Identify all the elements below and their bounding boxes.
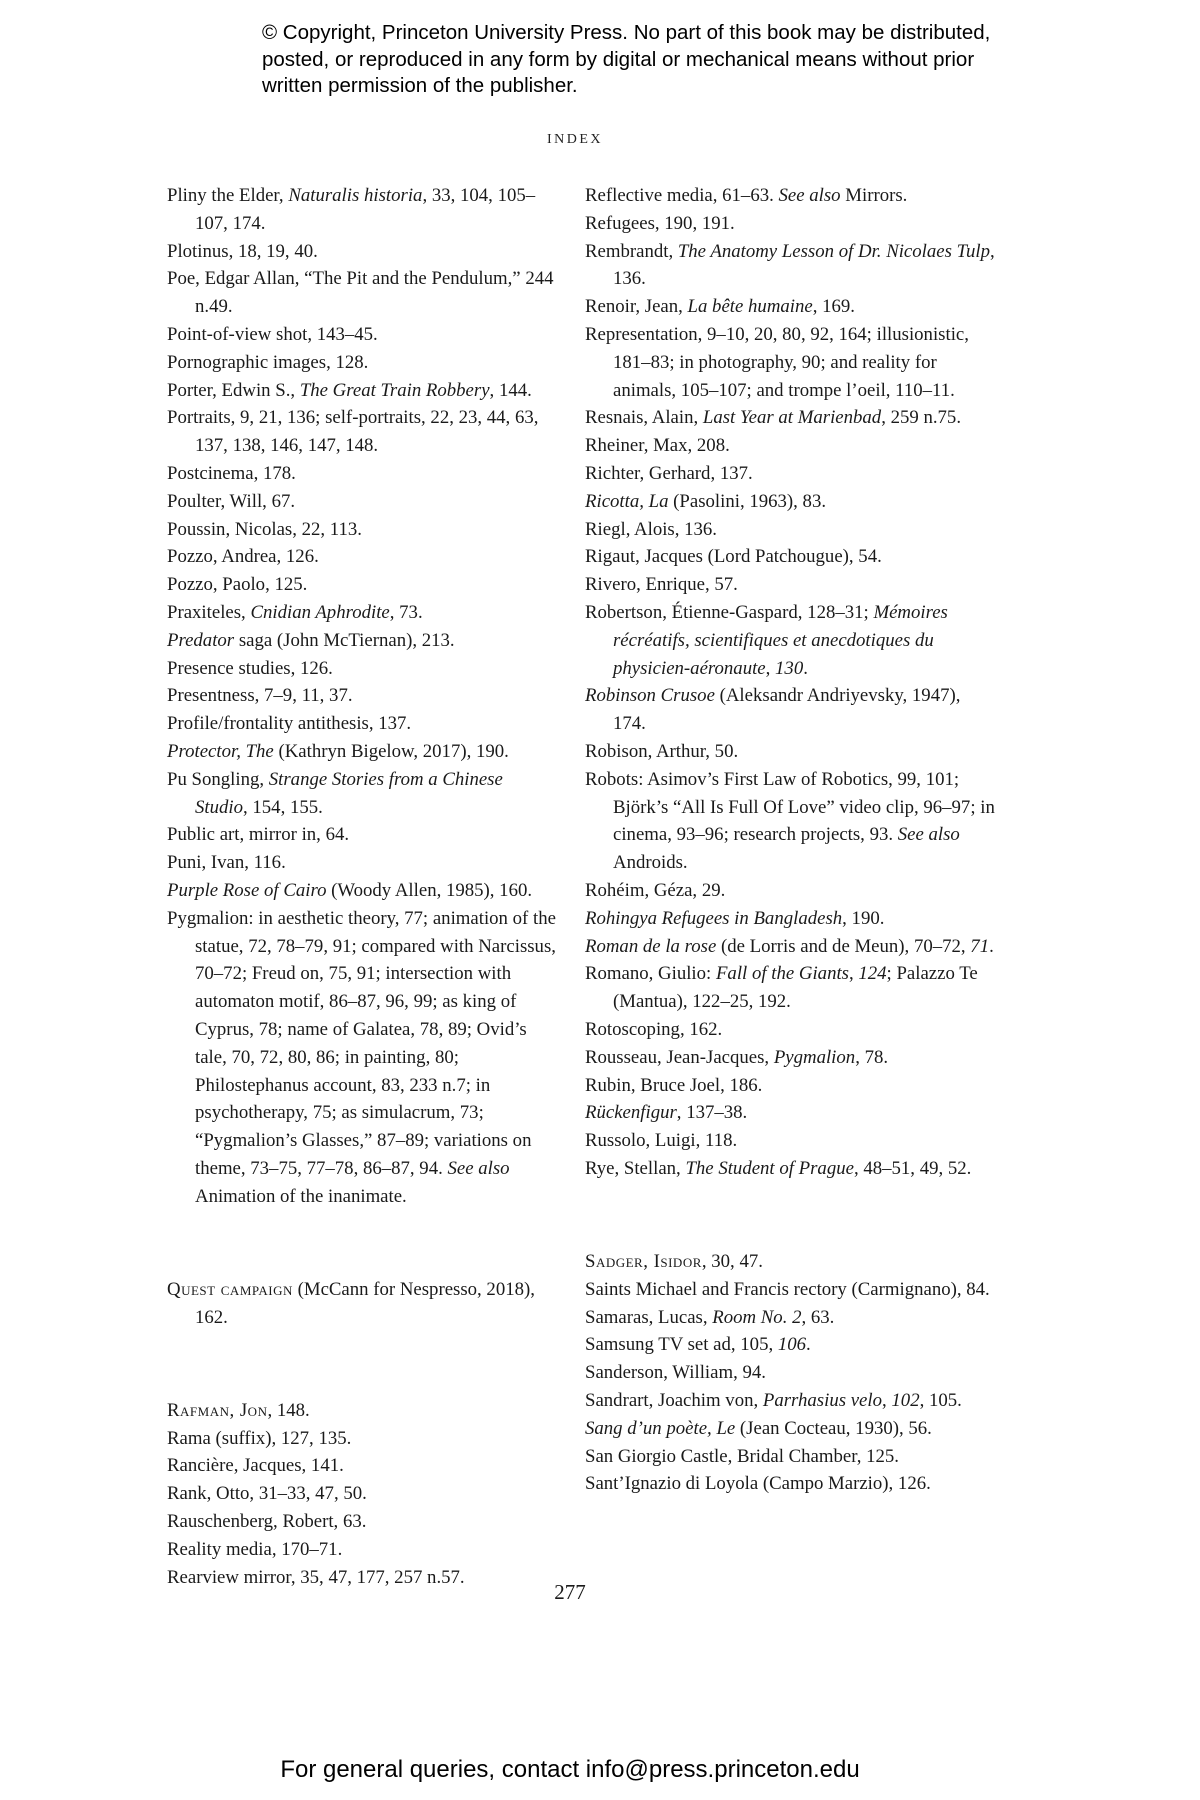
index-entry: Rousseau, Jean-Jacques, Pygmalion, 78. — [585, 1046, 889, 1068]
index-entry: Rotoscoping, 162. — [585, 1018, 723, 1040]
index-entry: Predator saga (John McTiernan), 213. — [167, 629, 455, 651]
index-entry: Porter, Edwin S., The Great Train Robbery, 144. — [167, 379, 532, 401]
index-entry: Roman de la rose (de Lorris and de Meun), 70–72, 71. — [585, 935, 994, 957]
index-entry: Presence studies, 126. — [167, 657, 333, 679]
index-entry: Sandrart, Joachim von, Parrhasius velo, 102, 105. — [585, 1390, 962, 1412]
index-entry: Rivero, Enrique, 57. — [585, 574, 738, 596]
index-entry: Pygmalion: in aesthetic theory, 77; animation of the statue, 72, 78–79, 91; compared with Narcissus, 70–72; Freud on, 75, 91; intersection with automaton motif, 86–87, 96, 99; as king of Cyprus, 78; name of Galatea, 78, 89; Ovid’s tale, 70, 72, 80, 86; in painting, 80; Philostephanus account, 83, 233 n.7; in psychotherapy, 75; as simulacrum, 73; “Pygmalion’s Glasses,” 87–89; variations on theme, 73–75, 77–78, 86–87, 94. See also Animation of the inanimate. — [167, 907, 556, 1207]
section-gap — [167, 1350, 557, 1378]
index-entry: Renoir, Jean, La bête humaine, 169. — [585, 296, 855, 318]
index-entry: Riegl, Alois, 136. — [585, 518, 718, 540]
index-entry: Purple Rose of Cairo (Woody Allen, 1985), 160. — [167, 879, 533, 901]
index-entry: Resnais, Alain, Last Year at Marienbad, 259 n.75. — [585, 407, 962, 429]
index-entry: Robots: Asimov’s First Law of Robotics, 99, 101; Björk’s “All Is Full Of Love” video clip, 96–97; in cinema, 93–96; research projects, 93. See also Androids. — [585, 768, 995, 874]
index-entry: Portraits, 9, 21, 136; self-portraits, 22, 23, 44, 63, 137, 138, 146, 147, 148. — [167, 407, 539, 457]
index-entry: Poulter, Will, 67. — [167, 490, 296, 512]
index-entry: Rohingya Refugees in Bangladesh, 190. — [585, 907, 885, 929]
index-entry: Representation, 9–10, 20, 80, 92, 164; illusionistic, 181–83; in photography, 90; and reality for animals, 105–107; and trompe l’oeil, 110–11. — [585, 323, 969, 401]
index-column-left — [167, 182, 557, 1591]
index-entry: Rancière, Jacques, 141. — [167, 1455, 344, 1477]
index-entry: Sant’Ignazio di Loyola (Campo Marzio), 126. — [585, 1473, 931, 1495]
index-entry: Protector, The (Kathryn Bigelow, 2017), 190. — [167, 740, 509, 762]
index-entry: Point-of-view shot, 143–45. — [167, 323, 378, 345]
index-entry: Saints Michael and Francis rectory (Carmignano), 84. — [585, 1278, 990, 1300]
index-entry: Pliny the Elder, Naturalis historia, 33, 104, 105–107, 174. — [167, 185, 536, 234]
index-entry: Rückenfigur, 137–38. — [585, 1102, 748, 1124]
index-entry: Puni, Ivan, 116. — [167, 852, 286, 874]
index-entry: Rigaut, Jacques (Lord Patchougue), 54. — [585, 546, 882, 568]
index-entry: Rearview mirror, 35, 47, 177, 257 n.57. — [167, 1566, 465, 1588]
index-entry: Ricotta, La (Pasolini, 1963), 83. — [585, 490, 827, 512]
index-entry: Rafman, Jon, 148. — [167, 1399, 310, 1421]
index-entry: Rohéim, Géza, 29. — [585, 879, 726, 901]
index-entry: Rank, Otto, 31–33, 47, 50. — [167, 1483, 367, 1505]
index-entry: Reality media, 170–71. — [167, 1538, 343, 1560]
index-entry: Pornographic images, 128. — [167, 351, 369, 373]
index-entry: Praxiteles, Cnidian Aphrodite, 73. — [167, 601, 423, 623]
index-entry: Samaras, Lucas, Room No. 2, 63. — [585, 1306, 835, 1328]
index-entry: Presentness, 7–9, 11, 37. — [167, 685, 353, 707]
index-entry: Sang d’un poète, Le (Jean Cocteau, 1930), 56. — [585, 1417, 932, 1439]
index-entry: Reflective media, 61–63. See also Mirrors. — [585, 185, 908, 206]
index-entry: Robison, Arthur, 50. — [585, 740, 739, 762]
index-entry: Robertson, Étienne-Gaspard, 128–31; Mémoires récréatifs, scientifiques et anecdotiques du physicien-aéronaute, 130. — [585, 601, 948, 679]
index-entry: Russolo, Luigi, 118. — [585, 1130, 738, 1152]
running-head: INDEX — [546, 132, 604, 147]
index-entry: Rubin, Bruce Joel, 186. — [585, 1074, 763, 1096]
index-entry: Pozzo, Andrea, 126. — [167, 546, 319, 568]
footer-contact: For general queries, contact info@press.princeton.edu — [280, 1756, 860, 1783]
index-entry: Plotinus, 18, 19, 40. — [167, 240, 318, 262]
index-entry: Refugees, 190, 191. — [585, 212, 735, 234]
index-entry: Rembrandt, The Anatomy Lesson of Dr. Nicolaes Tulp, 136. — [585, 240, 995, 290]
index-entry: Profile/frontality antithesis, 137. — [167, 713, 412, 735]
index-entry: Pu Songling, Strange Stories from a Chinese Studio, 154, 155. — [167, 768, 503, 818]
section-gap — [167, 1229, 557, 1257]
index-entry: Richter, Gerhard, 137. — [585, 462, 753, 484]
index-entry: Pozzo, Paolo, 125. — [167, 574, 308, 596]
index-entry: Rheiner, Max, 208. — [585, 435, 730, 457]
index-entry: Samsung TV set ad, 105, 106. — [585, 1334, 811, 1356]
index-entry: San Giorgio Castle, Bridal Chamber, 125. — [585, 1445, 899, 1467]
index-entry: Romano, Giulio: Fall of the Giants, 124; Palazzo Te (Mantua), 122–25, 192. — [585, 963, 978, 1013]
index-entry: Quest campaign (McCann for Nespresso, 2018), 162. — [167, 1278, 535, 1328]
copyright-notice: © Copyright, Princeton University Press. No part of this book may be distributed, posted, or reproduced in any form by digital or mechanical means without prior written permission of the publisher. — [262, 21, 991, 97]
index-entry: Robinson Crusoe (Aleksandr Andriyevsky, 1947), 174. — [585, 685, 961, 735]
index-entry: Poussin, Nicolas, 22, 113. — [167, 518, 362, 540]
index-entry: Rye, Stellan, The Student of Prague, 48–51, 49, 52. — [585, 1157, 972, 1179]
index-entry: Sanderson, William, 94. — [585, 1362, 766, 1384]
index-entry: Sadger, Isidor, 30, 47. — [585, 1251, 763, 1273]
index-column-right — [585, 182, 995, 1498]
index-entry: Postcinema, 178. — [167, 462, 296, 484]
index-entry: Public art, mirror in, 64. — [167, 824, 350, 846]
index-entry: Rauschenberg, Robert, 63. — [167, 1511, 367, 1533]
index-entry: Poe, Edgar Allan, “The Pit and the Pendulum,” 244 n.49. — [167, 268, 554, 318]
page-number: 277 — [554, 1580, 586, 1604]
section-gap — [585, 1201, 995, 1229]
index-entry: Rama (suffix), 127, 135. — [167, 1427, 352, 1449]
